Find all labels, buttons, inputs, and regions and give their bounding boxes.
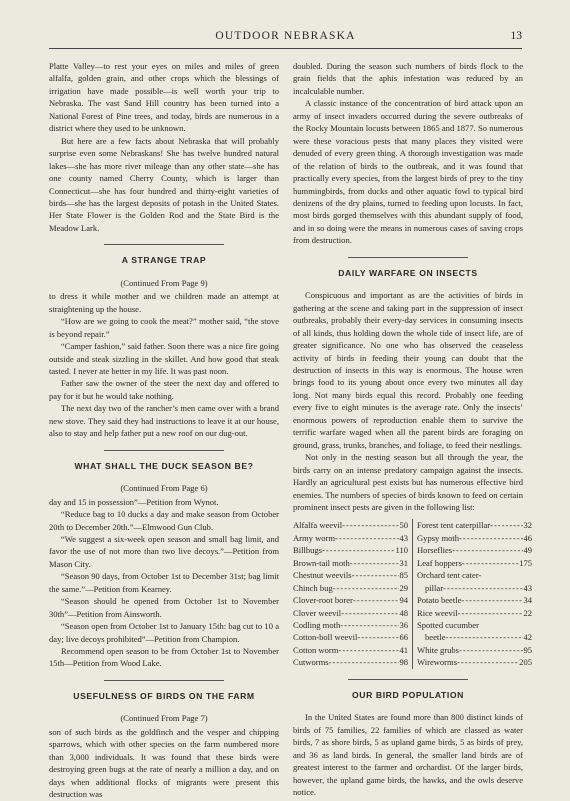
- section-divider: [104, 680, 224, 681]
- table-row: [293, 532, 408, 544]
- table-row: [417, 607, 532, 619]
- insect-name: Billbugs: [293, 545, 322, 556]
- species-count: 41: [399, 644, 408, 655]
- dot-leader: [459, 532, 523, 544]
- table-row: [293, 557, 408, 569]
- page-number: 13: [510, 30, 522, 42]
- insect-name: Rice weevil: [417, 607, 458, 618]
- table-row: [293, 607, 408, 619]
- table-column-left: [293, 519, 412, 668]
- table-row: [417, 594, 532, 606]
- species-count: 95: [523, 644, 532, 655]
- table-row: [293, 544, 408, 556]
- paragraph: The next day two of the rancher’s men came over with a brand new stove. They said they had instructions to leave it at our house, also to stay and help father put a new roof on our dug-out.: [49, 403, 279, 439]
- paragraph: “Season should be opened from October 1st to November 30th”—Petition from Ainsworth.: [49, 596, 279, 619]
- insect-name: Brown-tail moth: [293, 557, 350, 568]
- dot-leader: [461, 594, 523, 606]
- dot-leader: [357, 631, 399, 643]
- species-count: 175: [519, 557, 532, 568]
- section-heading-daily-warfare: DAILY WARFARE ON INSECTS: [338, 267, 478, 278]
- insect-name: Leaf hoppers: [417, 557, 462, 568]
- species-count: 49: [523, 545, 532, 556]
- species-count: 36: [399, 620, 408, 631]
- insect-name: Cotton worm: [293, 644, 339, 655]
- table-column-right: [412, 519, 532, 668]
- table-row: [417, 532, 532, 544]
- paragraph: “Season open from October 1st to January 15th: bag cut to 10 a day; live decoys prohibited”—Petition from Champion.: [49, 621, 279, 644]
- table-row: [293, 519, 408, 531]
- dot-leader: [341, 607, 399, 619]
- section-heading-duck-season: WHAT SHALL THE DUCK SEASON BE?: [74, 460, 254, 471]
- paragraph: “We suggest a six-week open season and small bag limit, and favor the use of not more than two live decoys.”—Petition from Mason City.: [49, 533, 279, 569]
- species-count: 85: [399, 570, 408, 581]
- species-count: 29: [399, 582, 408, 593]
- dot-leader: [329, 656, 400, 668]
- paragraph: Not only in the nesting season but all through the year, the birds carry on an intense predatory campaign against the insects. Hardly an agricultural pest exists but has numerous effective bird enemies. The numbers of species of birds known to feed on certain prominent insect pests are given in the following list:: [293, 452, 523, 512]
- dot-leader: [342, 519, 399, 531]
- right-column: [293, 60, 532, 798]
- species-count: 31: [399, 557, 408, 568]
- species-count: 22: [523, 607, 532, 618]
- species-count: 94: [399, 595, 408, 606]
- paragraph: son of such birds as the goldfinch and the vesper and chipping sparrows, which with other species on the farm numbered more than 3,000 individuals. It was found that these birds were destroying green bugs at the rate of nearly a million a day, and on days when additional flocks of migrants were present this destruction was: [49, 726, 279, 800]
- paragraph: Platte Valley—to rest your eyes on miles and miles of green alfalfa, golden grain, and other crops which the blessings of irrigation have made possible—is well worth your trip to Nebraska. The vast Sand Hill country has been turned into a National Forest of Pine trees, and today, birds are numerous in a district where they used to be unknown.: [49, 61, 279, 134]
- paragraph: to dress it while mother and we children made an attempt at straightening up the house.: [49, 291, 279, 314]
- left-column: [49, 60, 279, 801]
- continued-note: (Continued From Page 9): [120, 277, 208, 288]
- table-row: [293, 594, 408, 606]
- insect-name: Potato beetle: [417, 595, 462, 606]
- section-heading-strange-trap: A STRANGE TRAP: [121, 255, 207, 266]
- table-row: [417, 656, 532, 668]
- table-row: [293, 619, 408, 631]
- dot-leader: [445, 631, 523, 643]
- insect-name: Horseflies: [417, 545, 453, 556]
- table-row: [417, 519, 532, 531]
- paragraph: day and 15 in possession”—Petition from Wynot.: [49, 496, 219, 507]
- species-count: 46: [523, 532, 532, 543]
- running-header: [49, 30, 522, 46]
- insect-name: Clover weevil: [293, 607, 342, 618]
- dot-leader: [353, 594, 400, 606]
- dot-leader: [338, 644, 399, 656]
- dot-leader: [340, 619, 399, 631]
- table-row: [417, 644, 532, 656]
- publication-title: OUTDOOR NEBRASKA: [215, 30, 356, 42]
- section-divider: [104, 244, 224, 245]
- dot-leader: [333, 582, 400, 594]
- table-row: [293, 582, 408, 594]
- dot-leader: [443, 582, 523, 594]
- paragraph: “How are we going to cook the meat?” mother said, “the stove is beyond repair.”: [49, 316, 279, 339]
- species-count: 48: [399, 607, 408, 618]
- paragraph: “Reduce bag to 10 ducks a day and make season from October 20th to December 20th.”—Elmwood Gun Club.: [49, 509, 279, 532]
- paragraph: Recommend open season to be from October 1st to November 15th—Petition from Wood Lake.: [49, 646, 279, 669]
- dot-leader: [462, 557, 519, 569]
- insect-name: Clover-root borer: [293, 595, 353, 606]
- continued-note: (Continued From Page 6): [120, 483, 208, 494]
- table-row: [417, 557, 532, 569]
- dot-leader: [458, 607, 524, 619]
- paragraph: Conspicuous and important as are the activities of birds in gathering at the scene and taking part in the suppression of insect outbreaks, probably their every-day services in consuming insects of all kinds, thus holding down the whole tide of insect life, are of greater significance. No one who has observed the ceaseless activity of birds in feeding their young can doubt that the destruction of insects in this way is enormous. The house wren brings food to its young about once every two minutes all day long. Not many birds equal this record. Probably one feeding every five to eight minutes is the average rate. Only the insects’ enormous powers of reproduction enable them to survive the terrific warfare waged when all the parent birds are foraging on ground, grass, trunks, branches, and foliage, to feed their nestlings.: [293, 290, 523, 450]
- insect-name: Gypsy moth: [417, 532, 460, 543]
- table-row: [293, 656, 408, 668]
- paragraph: “Camper fashion,” said father. Soon there was a nice fire going outside and steak sizzling in the skillet. And how good that steak tasted. I never ate better in my life. It was past noon.: [49, 341, 279, 376]
- dot-leader: [457, 656, 519, 668]
- species-count: 42: [523, 632, 532, 643]
- species-count: 66: [399, 632, 408, 643]
- species-count: 205: [519, 657, 532, 668]
- insect-name: Army worm: [293, 532, 336, 543]
- insect-name: pillar: [425, 582, 444, 593]
- paragraph: “Season 90 days, from October 1st to December 31st; bag limit the same.”—Petition from Kearney.: [49, 571, 279, 594]
- dot-leader: [335, 532, 399, 544]
- continued-note: (Continued From Page 7): [120, 713, 208, 724]
- species-count: 32: [523, 520, 532, 531]
- insect-name: White grubs: [417, 644, 460, 655]
- insect-name: Forest tent caterpillar: [417, 520, 491, 531]
- insect-name: Spotted cucumber: [417, 620, 479, 631]
- table-row: [417, 582, 532, 594]
- paragraph: In the United States are found more than 800 distinct kinds of birds of 75 families, 22 families of which are classed as water birds, 7 as shore birds, 5 as upland game birds, 5 as birds of prey, and 36 as land birds. In general, the smaller land birds are of greatest interest to the farmer and orchardist. Of the larger birds, however, the upland game birds, the hawks, and the owls deserve notice.: [293, 712, 523, 798]
- paragraph: doubled. During the season such numbers of birds flock to the grain fields that the aphis infestation was reduced by an incalculable number.: [293, 61, 523, 96]
- species-count: 34: [523, 595, 532, 606]
- insect-name: Wireworms: [417, 657, 458, 668]
- species-count: 43: [523, 582, 532, 593]
- section-divider: [348, 257, 468, 258]
- table-row: [293, 631, 408, 643]
- dot-leader: [481, 569, 532, 581]
- section-divider: [104, 450, 224, 451]
- insect-name: Cotton-boll weevil: [293, 632, 358, 643]
- header-rule: [49, 48, 522, 49]
- insect-name: Chinch bug: [293, 582, 333, 593]
- species-count: 110: [395, 545, 408, 556]
- species-count: 50: [399, 520, 408, 531]
- insect-pest-table: [293, 519, 532, 668]
- table-row: [417, 569, 532, 581]
- table-row: [417, 619, 532, 631]
- insect-name: beetle: [425, 632, 446, 643]
- dot-leader: [452, 544, 523, 556]
- dot-leader: [490, 519, 523, 531]
- dot-leader: [352, 569, 400, 581]
- insect-name: Codling moth: [293, 620, 341, 631]
- dot-leader: [479, 619, 532, 631]
- dot-leader: [322, 544, 396, 556]
- dot-leader: [350, 557, 400, 569]
- species-count: 43: [399, 532, 408, 543]
- insect-name: Chestnut weevils: [293, 570, 352, 581]
- insect-name: Orchard tent cater-: [417, 570, 482, 581]
- table-row: [417, 631, 532, 643]
- table-row: [293, 644, 408, 656]
- insect-name: Cutworms: [293, 657, 329, 668]
- table-row: [417, 544, 532, 556]
- paragraph: Father saw the owner of the steer the next day and offered to pay for it but he would take nothing.: [49, 378, 279, 401]
- section-heading-bird-population: OUR BIRD POPULATION: [352, 689, 464, 700]
- section-heading-usefulness: USEFULNESS OF BIRDS ON THE FARM: [73, 690, 255, 701]
- paragraph: But here are a few facts about Nebraska that will probably surprise even some Nebraskans! She has twelve hundred natural lakes—she has more river mileage than any other state—she has one county named Cherry County, which is larger than Connecticut—she has four hundred and thirty-eight varieties of birds—she has the largest deposits of potash in the United States. Her State Flower is the Golden Rod and the State Bird is the Meadow Lark.: [49, 135, 279, 233]
- dot-leader: [459, 644, 523, 656]
- paragraph: A classic instance of the concentration of bird attack upon an army of insect invaders occurred during the severe outbreaks of the Rocky Mountain locusts between 1865 and 1877. So numerous were these voracious pests that many places they visited were denuded of every green thing. A thorough investigation was made of the relation of birds to the outbreak, and it was found that practically every species, from the largest birds of prey to the tiny hummingbirds, from ducks and other aquatic fowl to typical bird denizens of the dry plains, turned to feeding upon locusts. In fact, most birds gorged themselves with this abundant supply of food, and in so doing were the means in numerous cases of saving crops from destruction.: [293, 98, 523, 246]
- table-row: [293, 569, 408, 581]
- section-divider: [348, 679, 468, 680]
- species-count: 98: [399, 657, 408, 668]
- insect-name: Alfalfa weevil: [293, 520, 343, 531]
